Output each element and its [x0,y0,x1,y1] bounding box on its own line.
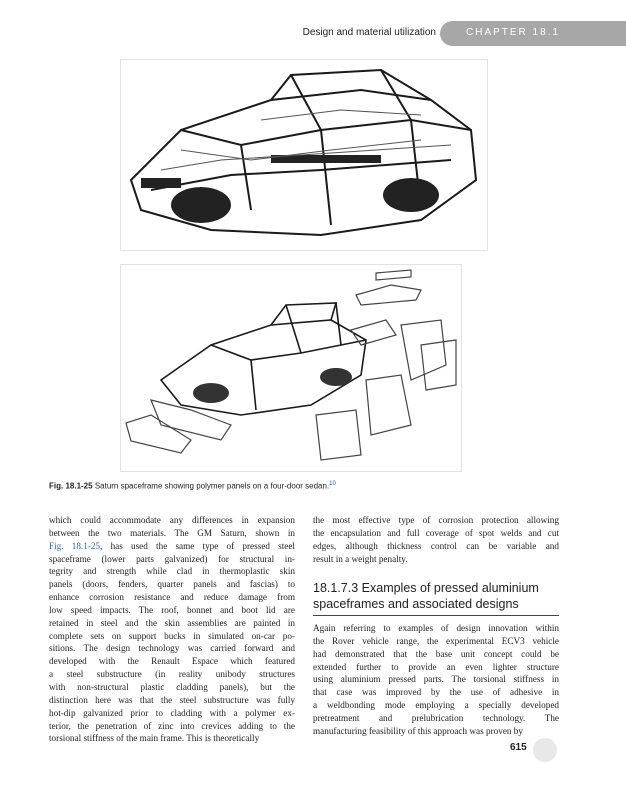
body-line: a steel substructure (in reality unibody structures [49,669,295,680]
body-line: low speed impacts. The roof, bonnet and boot lid are [49,604,295,615]
body-line: extended further to provide an even lighter structure [313,661,559,672]
body-line: which could accommodate any differences in expansion [49,515,295,525]
body-line: with non-structural plastic cladding panels), but the [49,681,295,692]
section-divider [313,615,559,616]
page-number-badge [533,738,557,762]
figure-reference: 10 [329,481,336,487]
body-line: result in a weight penalty. [313,553,408,564]
spaceframe-photo-top [120,59,488,251]
body-line: using aluminium pressed parts. The torsional stiffness in [313,674,559,685]
body-line: manufacturing feasibility of this approach was proven by [313,725,523,736]
body-line-rest: , has used the same type of pressed steel [100,540,295,551]
body-line: panels (doors, fenders, quarter panels and fascias) to [49,579,295,590]
body-line-with-figure-link [49,540,295,553]
right-column-section-body [313,622,559,738]
section-heading-line: 18.1.7.3 Examples of pressed aluminium [313,581,539,595]
spaceframe-drawing-exploded [121,265,461,471]
figure-link[interactable]: Fig. 18.1-25 [49,540,101,551]
figure-number: Fig. 18.1-25 [49,481,93,491]
body-line: enhance corrosion resistance and reduce damage from [49,592,295,603]
body-line: that case was improved by the use of adhesive in [313,687,559,698]
page-number: 615 [510,742,527,753]
body-line: a weldbonding mode employing a specially developed [313,700,559,711]
body-line: between the two materials. The GM Saturn, shown in [49,527,295,538]
body-line: the most effective type of corrosion protection allowing [313,515,559,525]
body-line: tegrity and strength while clad in thermoplastic skin [49,566,295,577]
body-line: Again referring to examples of design innovation within [313,623,559,633]
body-line: edges, although thickness control can be variable and [313,540,559,551]
figure-caption-text: Saturn spaceframe showing polymer panels on a four-door sedan. [94,481,330,491]
body-line: had demonstrated that the base unit concept could be [313,648,559,659]
body-line: complete sets on support bucks in simulated on-car po- [49,630,295,641]
body-line: the Rover vehicle range, the experimental ECV3 vehicle [313,635,559,646]
running-header-title: Design and material utilization [302,27,436,38]
body-line: terior, the penetration of zinc into crevices adding to the [49,720,295,731]
spaceframe-photo-exploded [120,264,462,472]
body-line: the encapsulation and full coverage of spot welds and cut [313,527,559,538]
section-heading [313,580,559,612]
body-line: developed with the Renault Espace which featured [49,656,295,667]
body-line: retained in steel and the skin assemblies are painted in [49,617,295,628]
chapter-label: CHAPTER 18.1 [466,27,561,38]
body-line: pretreatment and prelubrication technology. The [313,712,559,723]
body-line: torsional stiffness of the main frame. This is theoretically [49,733,260,744]
body-line: distinction here was that the steel substructure was fully [49,694,295,705]
figure-caption [49,481,569,491]
section-heading-line: spaceframes and associated designs [313,597,519,611]
body-line: sitions. The design technology was carried forward and [49,643,295,654]
chapter-tab [440,21,626,46]
spaceframe-drawing-top [121,60,487,250]
body-line: hot-dip galvanized prior to cladding with a polymer ex- [49,707,295,718]
right-column-paragraph [313,514,559,565]
left-column [49,514,295,745]
body-line: spaceframe (lower parts galvanized) for structural in- [49,553,295,564]
